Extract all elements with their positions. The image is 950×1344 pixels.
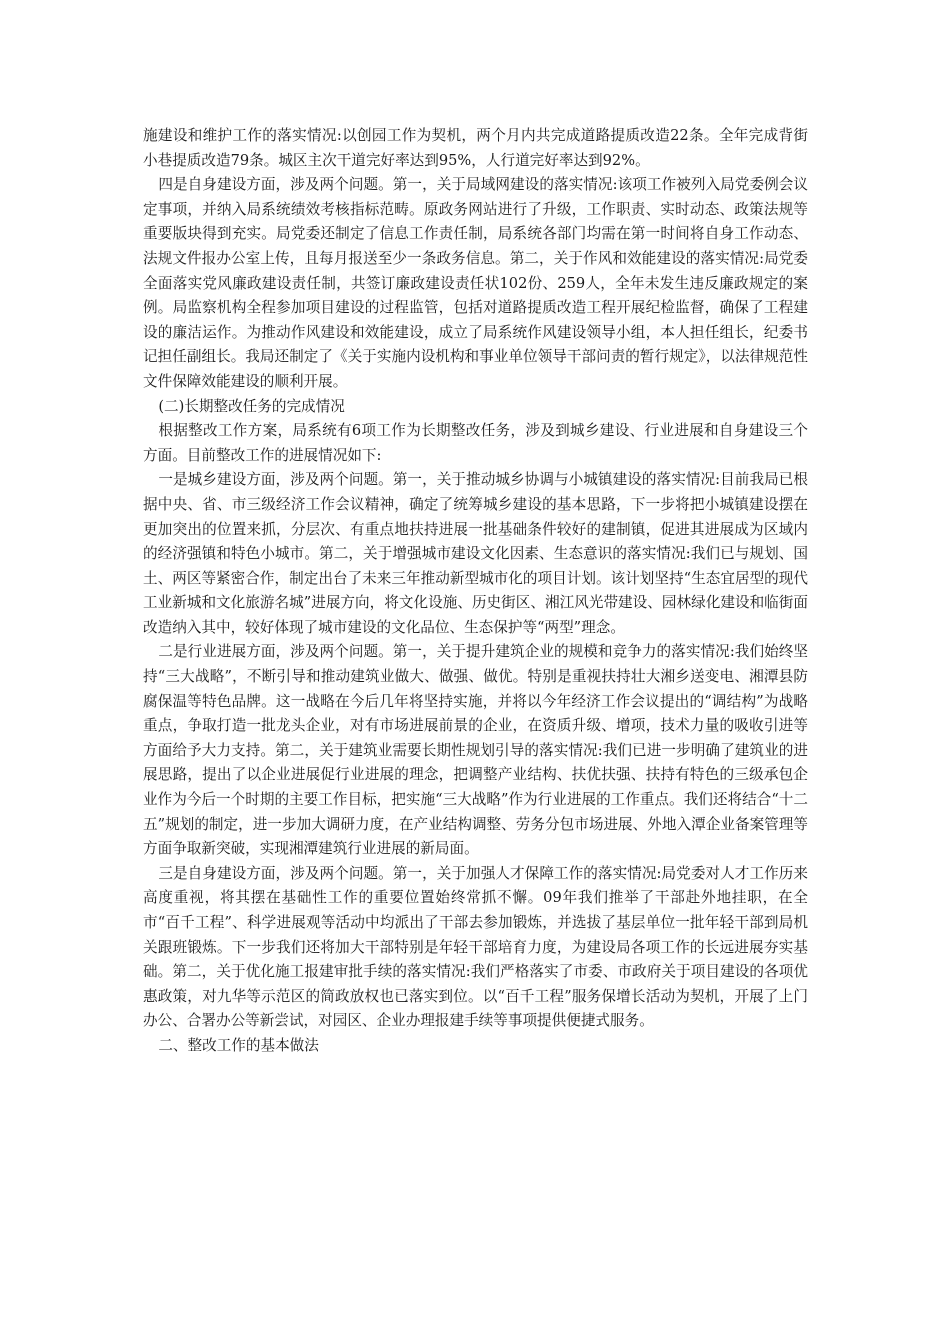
section-heading-basic-practices: 二、整改工作的基本做法 <box>158 1036 319 1054</box>
section-heading-long-term-tasks: (二)长期整改任务的完成情况 <box>158 397 345 415</box>
paragraph-7: 三是自身建设方面，涉及两个问题。第一，关于加强人才保障工作的落实情况:局党委对人才工作历来高度重视，将其摆在基础性工作的重要位置始终常抓不懈。09年我们推举了干部赴外地挂职，在全市“百千工程”、科学进展观等活动中均派出了干部去参加锻炼，并选拔了基层单位一批年轻干部到局机关跟班锻炼。下一步我们还将加大干部特别是年轻干部培育力度，为建设局各项工作的长远进展夯实基础。第二，关于优化施工报建审批手续的落实情况:我们严格落实了市委、市政府关于项目建设的各项优惠政策，对九华等示范区的简政放权也已落实到位。以“百千工程”服务保增长活动为契机，开展了上门办公、合署办公等新尝试，对园区、企业办理报建手续等事项提供便捷式服务。 <box>143 864 808 1030</box>
paragraph-4: 根据整改工作方案，局系统有6项工作为长期整改任务，涉及到城乡建设、行业进展和自身建设三个方面。目前整改工作的进展情况如下: <box>143 422 808 464</box>
paragraph-5: 一是城乡建设方面，涉及两个问题。第一，关于推动城乡协调与小城镇建设的落实情况:目前我局已根据中央、省、市三级经济工作会议精神，确定了统筹城乡建设的基本思路，下一步将把小城镇建设摆在更加突出的位置来抓，分层次、有重点地扶持进展一批基础条件较好的建制镇，促进其进展成为区域内的经济强镇和特色小城市。第二，关于增强城市建设文化因素、生态意识的落实情况:我们已与规划、国土、两区等紧密合作，制定出台了未来三年推动新型城市化的项目计划。该计划坚持“生态宜居型的现代工业新城和文化旅游名城”进展方向，将文化设施、历史街区、湘江风光带建设、园林绿化建设和临街面改造纳入其中，较好体现了城市建设的文化品位、生态保护等“两型”理念。 <box>143 471 808 636</box>
paragraph-6: 二是行业进展方面，涉及两个问题。第一，关于提升建筑企业的规模和竞争力的落实情况:我们始终坚持“三大战略”，不断引导和推动建筑业做大、做强、做优。特别是重视扶持壮大湘乡送变电、湘潭县防腐保温等特色品牌。这一战略在今后几年将坚持实施，并将以今年经济工作会议提出的“调结构”为战略重点，争取打造一批龙头企业，对有市场进展前景的企业，在资质升级、增项，技术力量的吸收引进等方面给予大力支持。第二，关于建筑业需要长期性规划引导的落实情况:我们已进一步明确了建筑业的进展思路，提出了以企业进展促行业进展的理念，把调整产业结构、扶优扶强、扶持有特色的三级承包企业作为今后一个时期的主要工作目标，把实施“三大战略”作为行业进展的工作重点。我们还将结合“十二五”规划的制定，进一步加大调研力度，在产业结构调整、劳务分包市场进展、外地入潭企业备案管理等方面争取新突破，实现湘潭建筑行业进展的新局面。 <box>143 643 808 858</box>
paragraph-1: 施建设和维护工作的落实情况:以创园工作为契机，两个月内共完成道路提质改造22条。全年完成背街小巷提质改造79条。城区主次干道完好率达到95%，人行道完好率达到92%。 <box>143 127 808 169</box>
document-page <box>143 124 808 1059</box>
paragraph-2: 四是自身建设方面，涉及两个问题。第一，关于局域网建设的落实情况:该项工作被列入局党委例会议定事项，并纳入局系统绩效考核指标范畴。原政务网站进行了升级，工作职责、实时动态、政策法规等重要版块得到充实。局党委还制定了信息工作责任制，局系统各部门均需在第一时间将自身工作动态、法规文件报办公室上传，且每月报送至少一条政务信息。第二，关于作风和效能建设的落实情况:局党委全面落实党风廉政建设责任制，共签订廉政建设责任状102份、259人，全年未发生违反廉政规定的案例。局监察机构全程参加项目建设的过程监管，包括对道路提质改造工程开展纪检监督，确保了工程建设的廉洁运作。为推动作风建设和效能建设，成立了局系统作风建设领导小组，本人担任组长，纪委书记担任副组长。我局还制定了《关于实施内设机构和事业单位领导干部问责的暂行规定》，以法律规范性文件保障效能建设的顺利开展。 <box>143 176 808 390</box>
